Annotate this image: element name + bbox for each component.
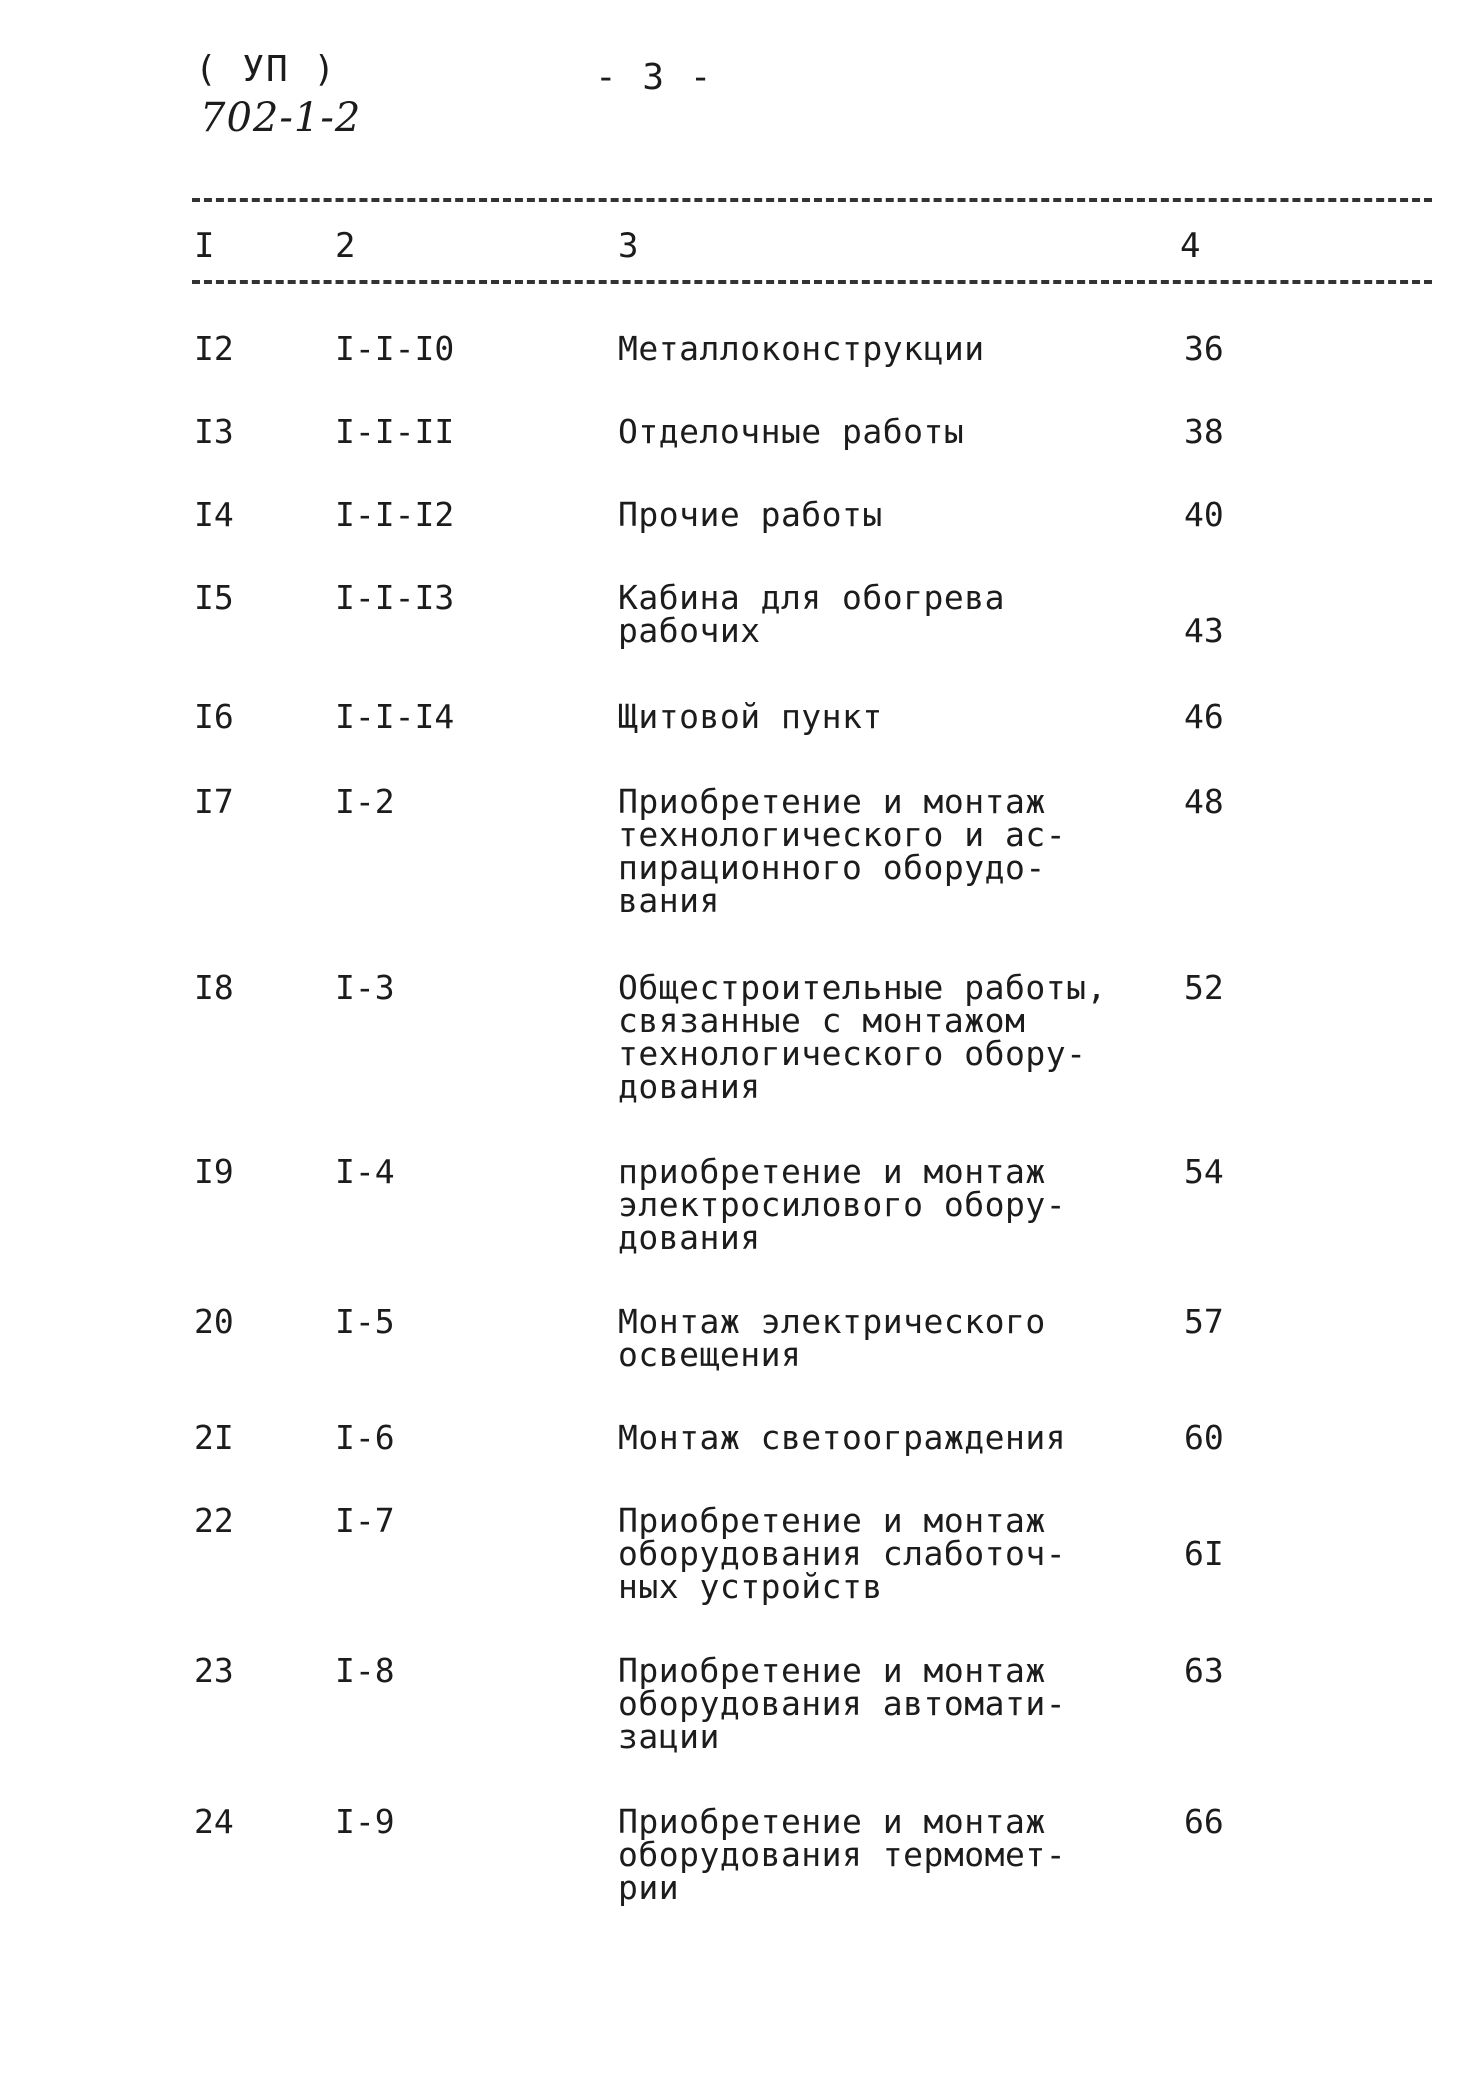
row-number: I8 bbox=[194, 968, 234, 1007]
row-code: I-3 bbox=[335, 968, 395, 1007]
row-code: I-2 bbox=[335, 782, 395, 821]
row-number: I3 bbox=[194, 412, 234, 451]
row-code: I-6 bbox=[335, 1418, 395, 1457]
row-code: I-9 bbox=[335, 1802, 395, 1841]
row-code: I-I-I0 bbox=[335, 329, 455, 368]
row-page: 60 bbox=[1184, 1418, 1224, 1457]
row-title: Металлоконструкции bbox=[618, 329, 985, 368]
row-title: Щитовой пункт bbox=[618, 697, 883, 736]
row-page: 52 bbox=[1184, 968, 1224, 1007]
row-code: I-I-I4 bbox=[335, 697, 455, 736]
row-code: I-8 bbox=[335, 1651, 395, 1690]
column-header-4: 4 bbox=[1180, 226, 1201, 266]
row-number: I5 bbox=[194, 578, 234, 617]
row-page: 46 bbox=[1184, 697, 1224, 736]
row-title: Отделочные работы bbox=[618, 412, 965, 451]
row-title: Монтаж электрического освещения bbox=[618, 1302, 1046, 1374]
row-page: 48 bbox=[1184, 782, 1224, 821]
row-number: 2I bbox=[194, 1418, 234, 1457]
row-number: I7 bbox=[194, 782, 234, 821]
row-code: I-4 bbox=[335, 1152, 395, 1191]
row-title: Кабина для обогрева рабочих bbox=[618, 578, 1005, 650]
section-code: ( УП ) bbox=[195, 49, 338, 90]
row-code: I-I-I3 bbox=[335, 578, 455, 617]
row-number: 24 bbox=[194, 1802, 234, 1841]
column-header-3: 3 bbox=[618, 226, 639, 266]
row-number: I6 bbox=[194, 697, 234, 736]
row-title: приобретение и монтаж электросилового обору- дования bbox=[618, 1152, 1067, 1257]
row-number: 23 bbox=[194, 1651, 234, 1690]
row-page: 57 bbox=[1184, 1302, 1224, 1341]
row-title: Прочие работы bbox=[618, 495, 883, 534]
row-code: I-5 bbox=[335, 1302, 395, 1341]
row-title: Общестроительные работы, связанные с монтажом технологического обору- дования bbox=[618, 968, 1107, 1106]
row-number: I9 bbox=[194, 1152, 234, 1191]
row-number: I2 bbox=[194, 329, 234, 368]
row-page: 38 bbox=[1184, 412, 1224, 451]
row-code: I-7 bbox=[335, 1501, 395, 1540]
row-title: Монтаж светоограждения bbox=[618, 1418, 1067, 1457]
row-title: Приобретение и монтаж технологического и ас- пирационного оборудо- вания bbox=[618, 782, 1067, 920]
document-number: 702-1-2 bbox=[200, 95, 362, 141]
page-number: - 3 - bbox=[595, 57, 714, 98]
row-page: 63 bbox=[1184, 1651, 1224, 1690]
row-code: I-I-I2 bbox=[335, 495, 455, 534]
row-number: 22 bbox=[194, 1501, 234, 1540]
row-number: 20 bbox=[194, 1302, 234, 1341]
row-number: I4 bbox=[194, 495, 234, 534]
row-page: 54 bbox=[1184, 1152, 1224, 1191]
row-page: 40 bbox=[1184, 495, 1224, 534]
row-code: I-I-II bbox=[335, 412, 455, 451]
column-header-2: 2 bbox=[335, 226, 356, 266]
row-title: Приобретение и монтаж оборудования термомет- рии bbox=[618, 1802, 1067, 1907]
row-title: Приобретение и монтаж оборудования слаботоч- ных устройств bbox=[618, 1501, 1067, 1606]
row-title: Приобретение и монтаж оборудования автомати- зации bbox=[618, 1651, 1067, 1756]
column-header-1: I bbox=[194, 226, 215, 266]
row-page: 36 bbox=[1184, 329, 1224, 368]
row-page: 43 bbox=[1184, 611, 1224, 650]
row-page: 66 bbox=[1184, 1802, 1224, 1841]
row-page: 6I bbox=[1184, 1534, 1224, 1573]
